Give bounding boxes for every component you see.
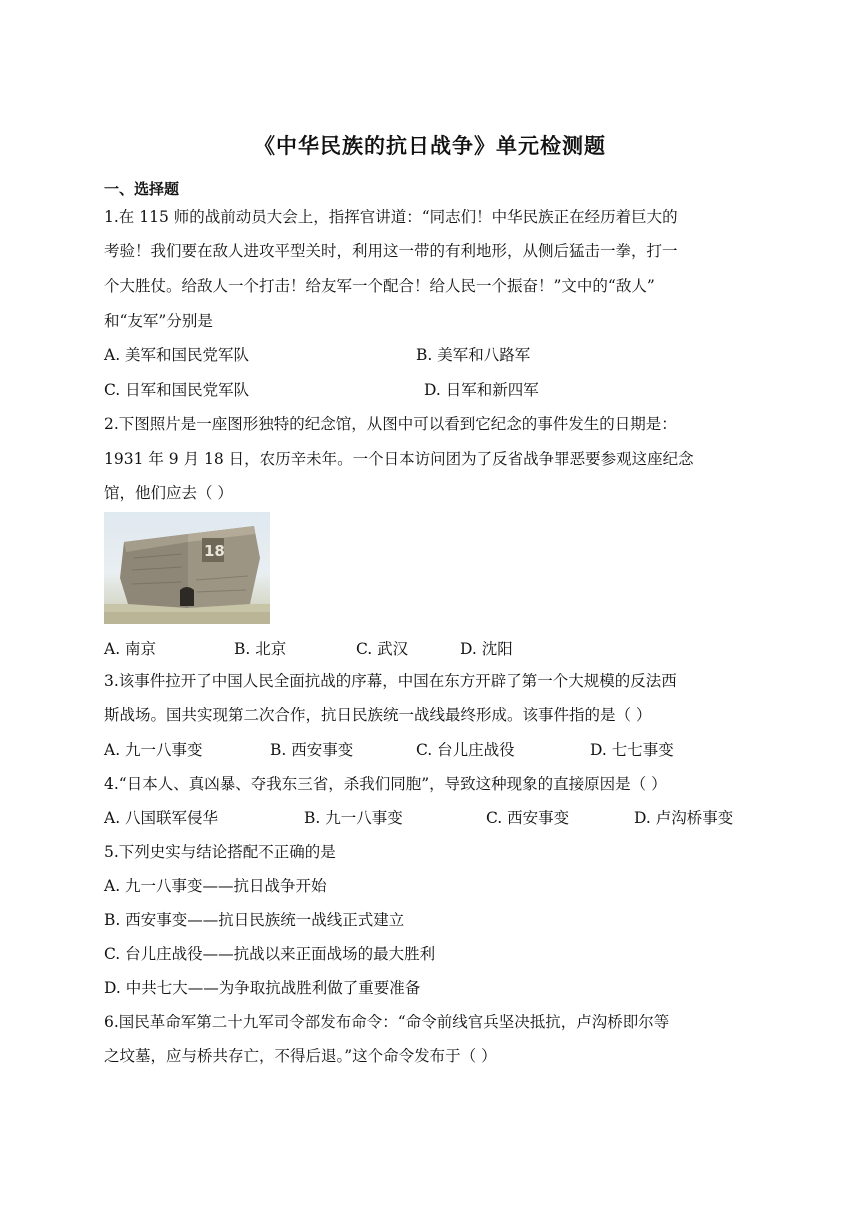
q2-line-2: 1931 年 9 月 18 日，农历辛未年。一个日本访问团为了反省战争罪恶要参观这座纪念 — [104, 450, 694, 468]
q1-line-1: 1.在 115 师的战前动员大会上，指挥官讲道：“同志们！中华民族正在经历着巨大的 — [104, 208, 678, 226]
q1-option-a: A. 美军和国民党军队 — [104, 346, 250, 364]
q3-line-1: 3.该事件拉开了中国人民全面抗战的序幕，中国在东方开辟了第一个大规模的反法西 — [104, 672, 677, 690]
q5-option-b: B. 西安事变——抗日民族统一战线正式建立 — [104, 911, 405, 929]
q3-option-d: D. 七七事变 — [590, 741, 674, 759]
q1-option-c: C. 日军和国民党军队 — [104, 381, 250, 399]
section-heading: 一、选择题 — [104, 180, 180, 198]
q6-line-2: 之坟墓，应与桥共存亡，不得后退。”这个命令发布于（ ） — [104, 1047, 497, 1065]
q2-option-c: C. 武汉 — [356, 640, 409, 658]
q3-line-2: 斯战场。国共实现第二次合作，抗日民族统一战线最终形成。该事件指的是（ ） — [104, 706, 652, 724]
q2-option-a: A. 南京 — [104, 640, 157, 658]
q1-option-b: B. 美军和八路军 — [416, 346, 531, 364]
q3-option-c: C. 台儿庄战役 — [416, 741, 515, 759]
q3-option-a: A. 九一八事变 — [104, 741, 203, 759]
q1-line-2: 考验！我们要在敌人进攻平型关时，利用这一带的有利地形，从侧后猛击一拳，打一 — [104, 242, 678, 260]
q4-option-c: C. 西安事变 — [486, 809, 570, 827]
memorial-date-number: 18 — [204, 542, 225, 560]
q1-line-3: 个大胜仗。给敌人一个打击！给友军一个配合！给人民一个振奋！”文中的“敌人” — [104, 277, 655, 295]
q1-line-4: 和“友军”分别是 — [104, 312, 213, 330]
q2-line-3: 馆，他们应去（ ） — [104, 484, 233, 502]
document-title: 《中华民族的抗日战争》单元检测题 — [254, 134, 606, 158]
q3-option-b: B. 西安事变 — [270, 741, 354, 759]
q4-line-1: 4.“日本人、真凶暴、夺我东三省，杀我们同胞”，导致这种现象的直接原因是（ ） — [104, 775, 667, 793]
q4-option-a: A. 八国联军侵华 — [104, 809, 219, 827]
memorial-photo — [104, 512, 270, 624]
q5-line-1: 5.下列史实与结论搭配不正确的是 — [104, 843, 336, 861]
q4-option-b: B. 九一八事变 — [304, 809, 403, 827]
q5-option-d: D. 中共七大——为争取抗战胜利做了重要准备 — [104, 979, 421, 997]
q2-line-1: 2.下图照片是一座图形独特的纪念馆，从图中可以看到它纪念的事件发生的日期是： — [104, 415, 677, 433]
q5-option-a: A. 九一八事变——抗日战争开始 — [104, 877, 327, 895]
q2-option-d: D. 沈阳 — [460, 640, 513, 658]
q2-option-b: B. 北京 — [234, 640, 287, 658]
q5-option-c: C. 台儿庄战役——抗战以来正面战场的最大胜利 — [104, 945, 436, 963]
q4-option-d: D. 卢沟桥事变 — [634, 809, 734, 827]
memorial-building-image — [104, 512, 270, 624]
q6-line-1: 6.国民革命军第二十九军司令部发布命令：“命令前线官兵坚决抵抗，卢沟桥即尔等 — [104, 1013, 670, 1031]
q1-option-d: D. 日军和新四军 — [424, 381, 539, 399]
